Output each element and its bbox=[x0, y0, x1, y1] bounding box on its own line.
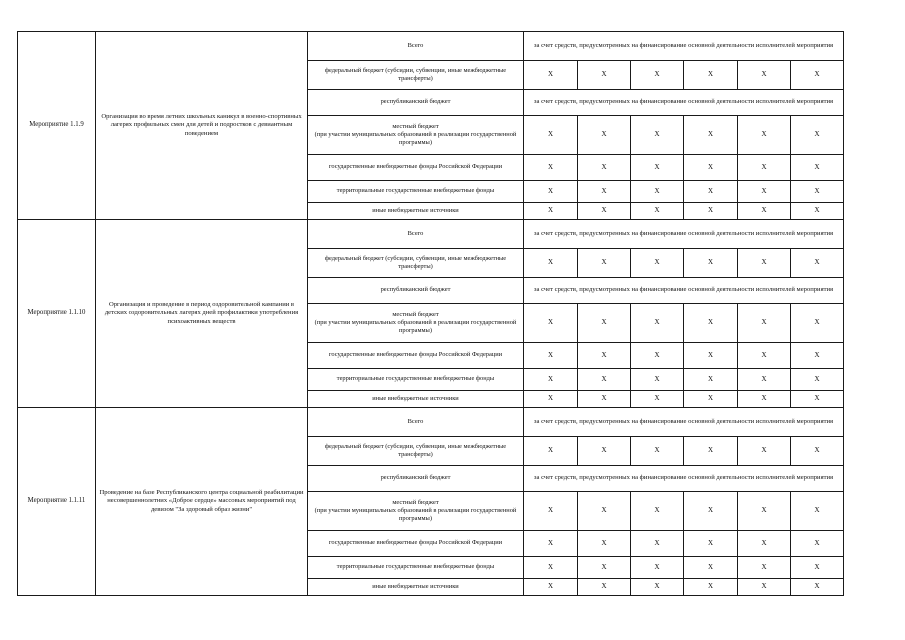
x-mark: X bbox=[578, 181, 631, 203]
measure-id: Мероприятие 1.1.11 bbox=[18, 408, 96, 596]
x-mark: X bbox=[524, 304, 578, 343]
funding-source: федеральный бюджет (субсидии, субвенции, иные межбюджетные трансферты) bbox=[308, 249, 524, 278]
funding-source: территориальные государственные внебюджетные фонды bbox=[308, 181, 524, 203]
x-mark: X bbox=[684, 203, 738, 220]
funding-note: за счет средств, предусмотренных на финансирование основной деятельности исполнителей мероприятия bbox=[524, 32, 844, 61]
x-mark: X bbox=[578, 369, 631, 391]
x-mark: X bbox=[791, 437, 844, 466]
x-mark: X bbox=[631, 531, 684, 557]
x-mark: X bbox=[684, 249, 738, 278]
x-mark: X bbox=[578, 116, 631, 155]
x-mark: X bbox=[524, 579, 578, 596]
x-mark: X bbox=[524, 181, 578, 203]
x-mark: X bbox=[631, 181, 684, 203]
x-mark: X bbox=[631, 437, 684, 466]
x-mark: X bbox=[738, 531, 791, 557]
x-mark: X bbox=[684, 391, 738, 408]
x-mark: X bbox=[578, 304, 631, 343]
x-mark: X bbox=[631, 155, 684, 181]
measure-description: Проведение на базе Республиканского центра социальной реабилитации несовершеннолетних «Доброе сердце» массовых мероприятий под девизом "За здоровый образ жизни" bbox=[96, 408, 308, 596]
x-mark: X bbox=[684, 369, 738, 391]
x-mark: X bbox=[524, 531, 578, 557]
x-mark: X bbox=[791, 304, 844, 343]
x-mark: X bbox=[791, 369, 844, 391]
x-mark: X bbox=[684, 304, 738, 343]
x-mark: X bbox=[578, 437, 631, 466]
x-mark: X bbox=[524, 343, 578, 369]
funding-source: государственные внебюджетные фонды Российской Федерации bbox=[308, 343, 524, 369]
x-mark: X bbox=[791, 249, 844, 278]
funding-note: за счет средств, предусмотренных на финансирование основной деятельности исполнителей мероприятия bbox=[524, 408, 844, 437]
x-mark: X bbox=[631, 391, 684, 408]
x-mark: X bbox=[578, 203, 631, 220]
x-mark: X bbox=[738, 437, 791, 466]
funding-source: государственные внебюджетные фонды Российской Федерации bbox=[308, 531, 524, 557]
funding-note: за счет средств, предусмотренных на финансирование основной деятельности исполнителей мероприятия bbox=[524, 466, 844, 492]
x-mark: X bbox=[578, 343, 631, 369]
x-mark: X bbox=[631, 579, 684, 596]
x-mark: X bbox=[631, 249, 684, 278]
x-mark: X bbox=[738, 492, 791, 531]
x-mark: X bbox=[578, 579, 631, 596]
x-mark: X bbox=[578, 61, 631, 90]
x-mark: X bbox=[631, 492, 684, 531]
x-mark: X bbox=[684, 531, 738, 557]
x-mark: X bbox=[578, 391, 631, 408]
x-mark: X bbox=[684, 61, 738, 90]
x-mark: X bbox=[791, 492, 844, 531]
x-mark: X bbox=[578, 155, 631, 181]
x-mark: X bbox=[791, 557, 844, 579]
x-mark: X bbox=[524, 155, 578, 181]
x-mark: X bbox=[631, 61, 684, 90]
funding-note: за счет средств, предусмотренных на финансирование основной деятельности исполнителей мероприятия bbox=[524, 278, 844, 304]
measure-id: Мероприятие 1.1.10 bbox=[18, 220, 96, 408]
x-mark: X bbox=[578, 492, 631, 531]
x-mark: X bbox=[578, 531, 631, 557]
table-row bbox=[18, 408, 844, 437]
funding-source: республиканский бюджет bbox=[308, 466, 524, 492]
funding-source: территориальные государственные внебюджетные фонды bbox=[308, 369, 524, 391]
x-mark: X bbox=[738, 369, 791, 391]
x-mark: X bbox=[791, 61, 844, 90]
x-mark: X bbox=[791, 116, 844, 155]
x-mark: X bbox=[791, 531, 844, 557]
funding-table bbox=[17, 31, 844, 596]
x-mark: X bbox=[684, 579, 738, 596]
x-mark: X bbox=[578, 249, 631, 278]
measure-id: Мероприятие 1.1.9 bbox=[18, 32, 96, 220]
measure-description: Организация во время летних школьных каникул в военно-спортивных лагерях профильных смен для детей и подростков с девиантным поведением bbox=[96, 32, 308, 220]
x-mark: X bbox=[524, 203, 578, 220]
funding-source: республиканский бюджет bbox=[308, 278, 524, 304]
x-mark: X bbox=[631, 304, 684, 343]
x-mark: X bbox=[524, 116, 578, 155]
funding-source: федеральный бюджет (субсидии, субвенции, иные межбюджетные трансферты) bbox=[308, 437, 524, 466]
x-mark: X bbox=[631, 369, 684, 391]
x-mark: X bbox=[684, 437, 738, 466]
x-mark: X bbox=[684, 155, 738, 181]
x-mark: X bbox=[524, 391, 578, 408]
x-mark: X bbox=[738, 579, 791, 596]
x-mark: X bbox=[684, 343, 738, 369]
x-mark: X bbox=[738, 61, 791, 90]
funding-source: иные внебюджетные источники bbox=[308, 391, 524, 408]
x-mark: X bbox=[738, 116, 791, 155]
x-mark: X bbox=[524, 557, 578, 579]
funding-source: Всего bbox=[308, 220, 524, 249]
funding-source: республиканский бюджет bbox=[308, 90, 524, 116]
x-mark: X bbox=[631, 203, 684, 220]
measure-description: Организация и проведение в период оздоровительной кампании в детских оздоровительных лагерях дней профилактики употребления психоактивных веществ bbox=[96, 220, 308, 408]
x-mark: X bbox=[684, 557, 738, 579]
x-mark: X bbox=[684, 181, 738, 203]
x-mark: X bbox=[738, 391, 791, 408]
funding-note: за счет средств, предусмотренных на финансирование основной деятельности исполнителей мероприятия bbox=[524, 220, 844, 249]
x-mark: X bbox=[684, 116, 738, 155]
funding-source: местный бюджет (при участии муниципальных образований в реализации государственной программы) bbox=[308, 304, 524, 343]
funding-source: иные внебюджетные источники bbox=[308, 579, 524, 596]
x-mark: X bbox=[791, 579, 844, 596]
x-mark: X bbox=[684, 492, 738, 531]
funding-source: территориальные государственные внебюджетные фонды bbox=[308, 557, 524, 579]
x-mark: X bbox=[791, 343, 844, 369]
x-mark: X bbox=[738, 155, 791, 181]
x-mark: X bbox=[791, 203, 844, 220]
funding-source: местный бюджет (при участии муниципальных образований в реализации государственной программы) bbox=[308, 116, 524, 155]
x-mark: X bbox=[631, 557, 684, 579]
x-mark: X bbox=[524, 369, 578, 391]
x-mark: X bbox=[738, 304, 791, 343]
x-mark: X bbox=[524, 437, 578, 466]
funding-source: местный бюджет (при участии муниципальных образований в реализации государственной программы) bbox=[308, 492, 524, 531]
x-mark: X bbox=[631, 343, 684, 369]
x-mark: X bbox=[791, 181, 844, 203]
funding-source: Всего bbox=[308, 32, 524, 61]
x-mark: X bbox=[524, 249, 578, 278]
x-mark: X bbox=[738, 557, 791, 579]
funding-note: за счет средств, предусмотренных на финансирование основной деятельности исполнителей мероприятия bbox=[524, 90, 844, 116]
x-mark: X bbox=[738, 203, 791, 220]
x-mark: X bbox=[524, 492, 578, 531]
x-mark: X bbox=[738, 249, 791, 278]
table-row bbox=[18, 220, 844, 249]
funding-source: иные внебюджетные источники bbox=[308, 203, 524, 220]
x-mark: X bbox=[738, 343, 791, 369]
table-row bbox=[18, 32, 844, 61]
x-mark: X bbox=[738, 181, 791, 203]
funding-source: Всего bbox=[308, 408, 524, 437]
funding-source: государственные внебюджетные фонды Российской Федерации bbox=[308, 155, 524, 181]
x-mark: X bbox=[791, 155, 844, 181]
x-mark: X bbox=[791, 391, 844, 408]
x-mark: X bbox=[578, 557, 631, 579]
x-mark: X bbox=[631, 116, 684, 155]
x-mark: X bbox=[524, 61, 578, 90]
funding-source: федеральный бюджет (субсидии, субвенции, иные межбюджетные трансферты) bbox=[308, 61, 524, 90]
